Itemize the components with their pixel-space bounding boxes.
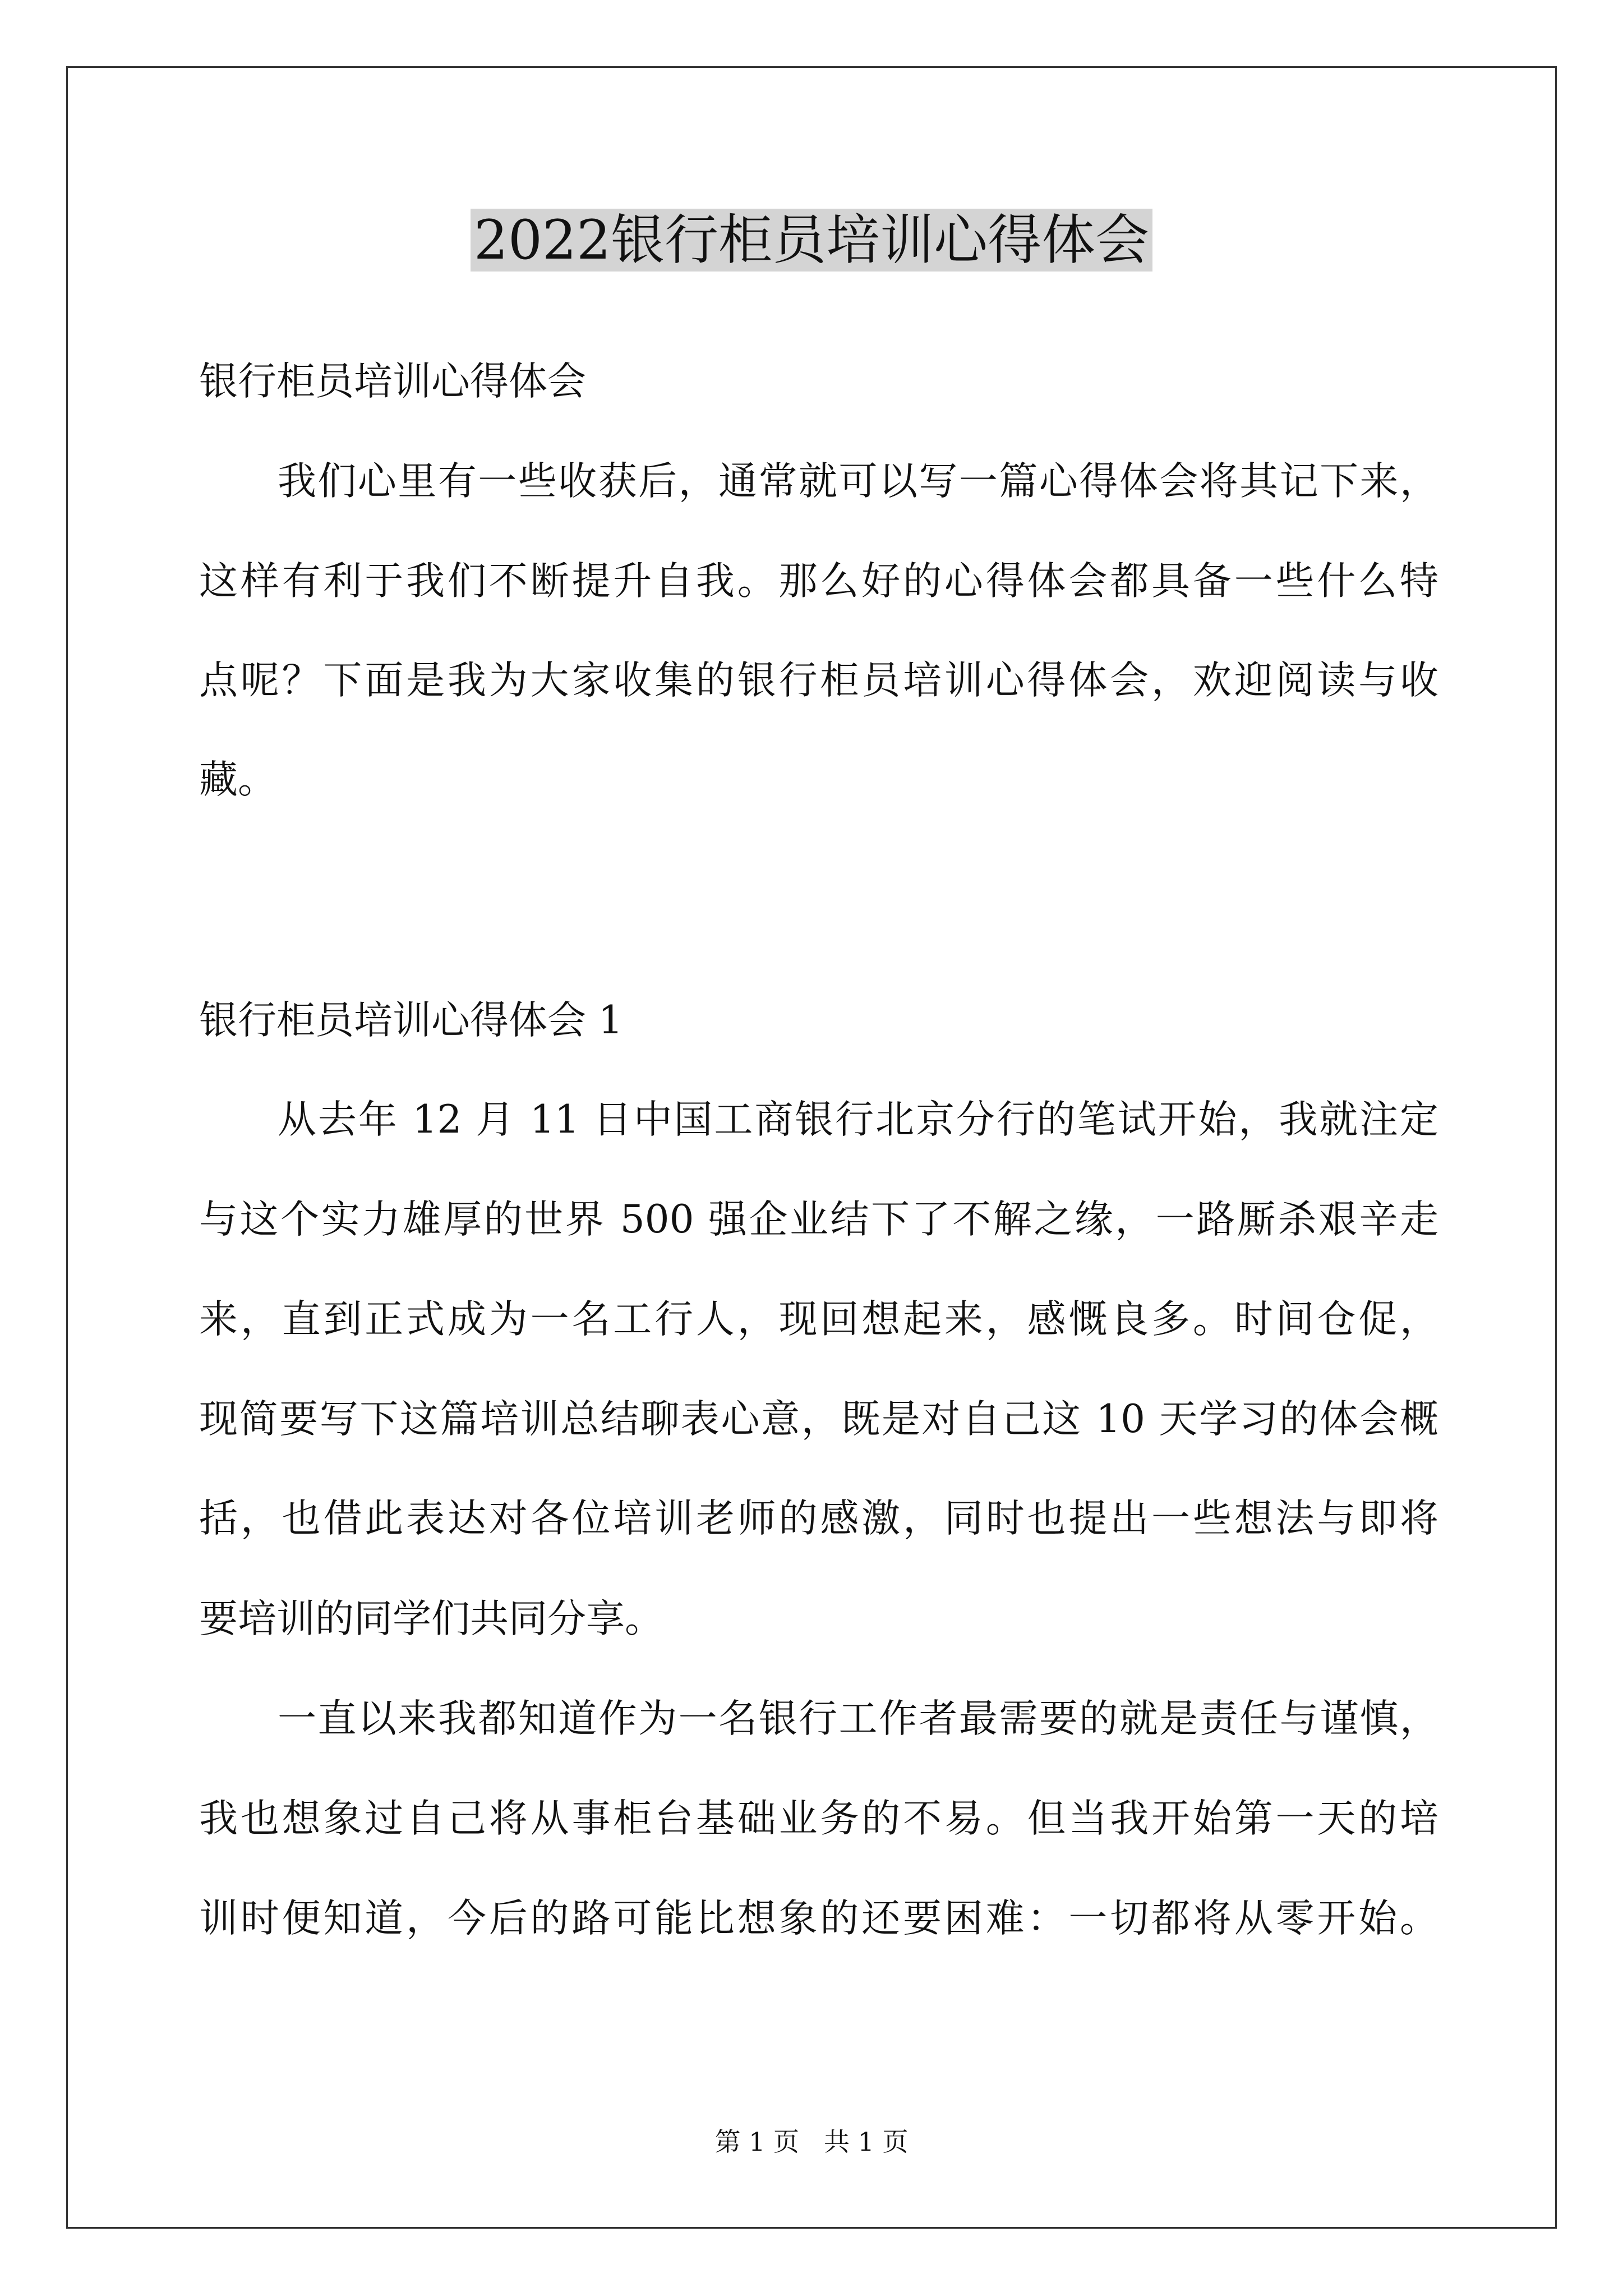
document-title-text: 2022银行柜员培训心得体会 [471, 209, 1152, 272]
page-total: 共 1 页 [823, 2127, 909, 2157]
paragraph-line: 现简要写下这篇培训总结聊表心意，既是对自己这 10 天学习的体会概 [199, 1397, 1438, 1442]
paragraph-line: 从去年 12 月 11 日中国工商银行北京分行的笔试开始，我就注定 [278, 1097, 1438, 1142]
paragraph-line: 括，也借此表达对各位培训老师的感激，同时也提出一些想法与即将 [199, 1496, 1438, 1541]
paragraph-line: 训时便知道，今后的路可能比想象的还要困难：一切都将从零开始。 [199, 1896, 1438, 1941]
page-number: 第 1 页 [714, 2127, 800, 2157]
paragraph-line: 要培训的同学们共同分享。 [199, 1596, 663, 1641]
paragraph-line: 这样有利于我们不断提升自我。那么好的心得体会都具备一些什么特 [199, 559, 1438, 604]
paragraph-line: 藏。 [199, 757, 276, 802]
paragraph-line: 我们心里有一些收获后，通常就可以写一篇心得体会将其记下来， [278, 459, 1438, 504]
paragraph-line: 我也想象过自己将从事柜台基础业务的不易。但当我开始第一天的培 [199, 1796, 1438, 1841]
page-footer [0, 2125, 1623, 2159]
paragraph-line: 与这个实力雄厚的世界 500 强企业结下了不解之缘，一路厮杀艰辛走 [199, 1197, 1438, 1242]
paragraph-line: 一直以来我都知道作为一名银行工作者最需要的就是责任与谨慎， [278, 1696, 1438, 1741]
section-heading: 银行柜员培训心得体会 1 [199, 998, 623, 1043]
paragraph-line: 点呢？下面是我为大家收集的银行柜员培训心得体会，欢迎阅读与收 [199, 658, 1438, 703]
section-heading: 银行柜员培训心得体会 [199, 359, 586, 404]
paragraph-line: 来，直到正式成为一名工行人，现回想起来，感慨良多。时间仓促， [199, 1297, 1438, 1342]
document-title [0, 205, 1623, 275]
